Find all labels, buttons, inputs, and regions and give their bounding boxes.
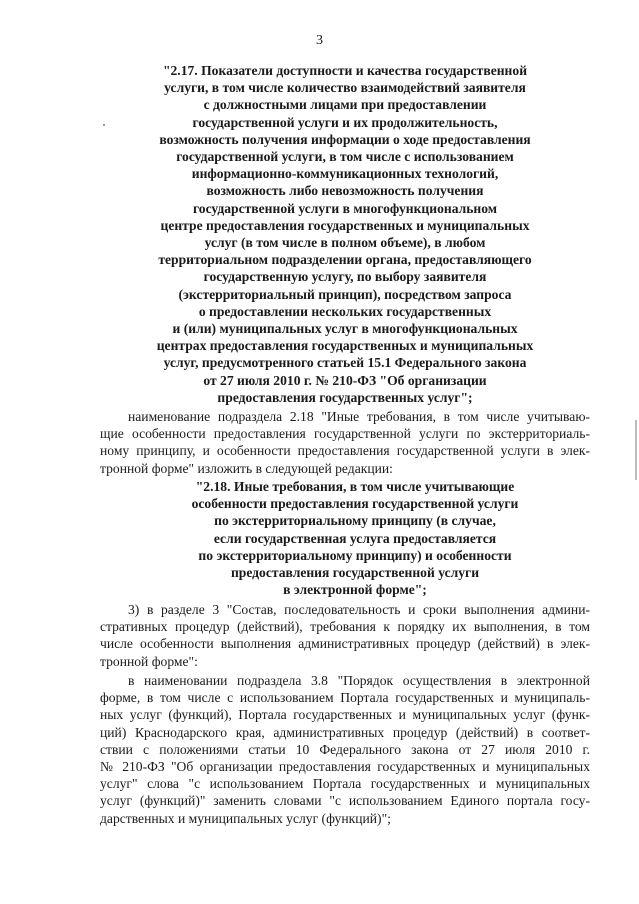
text-line: щие особенности предоставления государственной услуги по экстерриториаль- <box>100 426 590 442</box>
text-line: числе особенности выполнения административных процедур (действий) в элек- <box>100 636 590 652</box>
heading-line: государственной услуги, в том числе с использованием <box>176 149 514 165</box>
heading-line: услуги, в том числе количество взаимодействий заявителя <box>164 80 526 96</box>
text-line: тронной форме" изложить в следующей редакции: <box>100 460 393 476</box>
heading-line: государственную услугу, по выбору заявителя <box>203 269 487 285</box>
heading-line: о предоставлении нескольких государственных <box>198 303 492 319</box>
heading-line: возможность получения информации о ходе предоставления <box>159 131 531 147</box>
text-line: стративных процедур (действий), требования к порядку их выполнения, в том <box>100 619 590 635</box>
heading-line: особенности предоставления государственной услуги <box>191 496 519 512</box>
text-line: тронной форме": <box>100 653 198 669</box>
text-line: ных услуг (функций), Портала государственных и муниципальных услуг (функ- <box>100 707 590 723</box>
heading-line: (экстерриториальный принцип), посредством запроса <box>178 286 512 302</box>
text-line: услуг (функций)" заменить словами "с использованием Единого портала госу- <box>100 793 590 809</box>
text-line: дарственных и муниципальных услуг (функций)"; <box>100 810 391 826</box>
heading-line: от 27 июля 2010 г. № 210-ФЗ "Об организации <box>203 372 487 388</box>
heading-2-17 <box>100 62 590 406</box>
heading-line: территориальном подразделении органа, предоставляющего <box>158 252 532 268</box>
heading-line: информационно-коммуникационных технологий, <box>191 166 499 182</box>
heading-line: предоставления государственной услуги <box>230 565 480 581</box>
text-line: услуг" слова "с использованием Портала государственных и муниципальных <box>100 776 590 792</box>
heading-line: услуг, предусмотренного статьей 15.1 Федерального закона <box>163 355 527 371</box>
text-line: ствии с положениями статьи 10 Федерального закона от 27 июля 2010 г. <box>100 741 590 757</box>
heading-line: центрах предоставления государственных и муниципальных <box>156 338 534 354</box>
heading-line: и (или) муниципальных услуг в многофункциональных <box>172 321 518 337</box>
text-line: наименование подраздела 2.18 "Иные требования, в том числе учитываю- <box>128 409 590 424</box>
text-line: в наименовании подраздела 3.8 "Порядок осуществления в электронной <box>128 673 590 688</box>
heading-line: центре предоставления государственных и муниципальных <box>160 217 530 233</box>
paragraph-section-3 <box>100 601 590 670</box>
heading-line: возможность либо невозможность получения <box>206 183 484 199</box>
heading-line: по экстерриториальному принципу) и особенности <box>198 547 512 563</box>
text-line: ному принципу, и особенности предоставления государственной услуги в элек- <box>100 443 590 459</box>
heading-line: государственной услуги и их продолжительность, <box>192 114 498 130</box>
text-line: ций) Краснодарского края, административных процедур (действий) в соответ- <box>100 724 590 740</box>
heading-line: "2.18. Иные требования, в том числе учитывающие <box>195 479 515 494</box>
heading-line: по экстерриториальному принципу (в случае, <box>214 513 496 529</box>
scan-speck <box>103 124 105 126</box>
heading-line: услуг (в том числе в полном объеме), в любом <box>204 235 486 251</box>
heading-line: с должностными лицами при предоставлении <box>203 97 487 113</box>
paragraph-2-18-intro <box>100 408 590 477</box>
heading-line: предоставления государственных услуг"; <box>217 389 473 405</box>
heading-2-18 <box>110 478 600 598</box>
paragraph-3-8 <box>100 672 590 827</box>
scan-edge-mark <box>635 420 637 480</box>
text-line: форме, в том числе с использованием Портала государственных и муниципаль- <box>100 690 590 706</box>
text-line: № 210-ФЗ "Об организации предоставления государственных и муниципальных <box>100 759 590 775</box>
page-number: 3 <box>316 33 323 48</box>
heading-line: в электронной форме"; <box>283 582 427 598</box>
heading-line: если государственная услуга предоставляется <box>213 530 497 546</box>
heading-line: "2.17. Показатели доступности и качества государственной <box>162 63 528 78</box>
heading-line: государственной услуги в многофункциональном <box>192 200 498 216</box>
text-line: 3) в разделе 3 "Состав, последовательность и сроки выполнения админи- <box>128 602 590 617</box>
